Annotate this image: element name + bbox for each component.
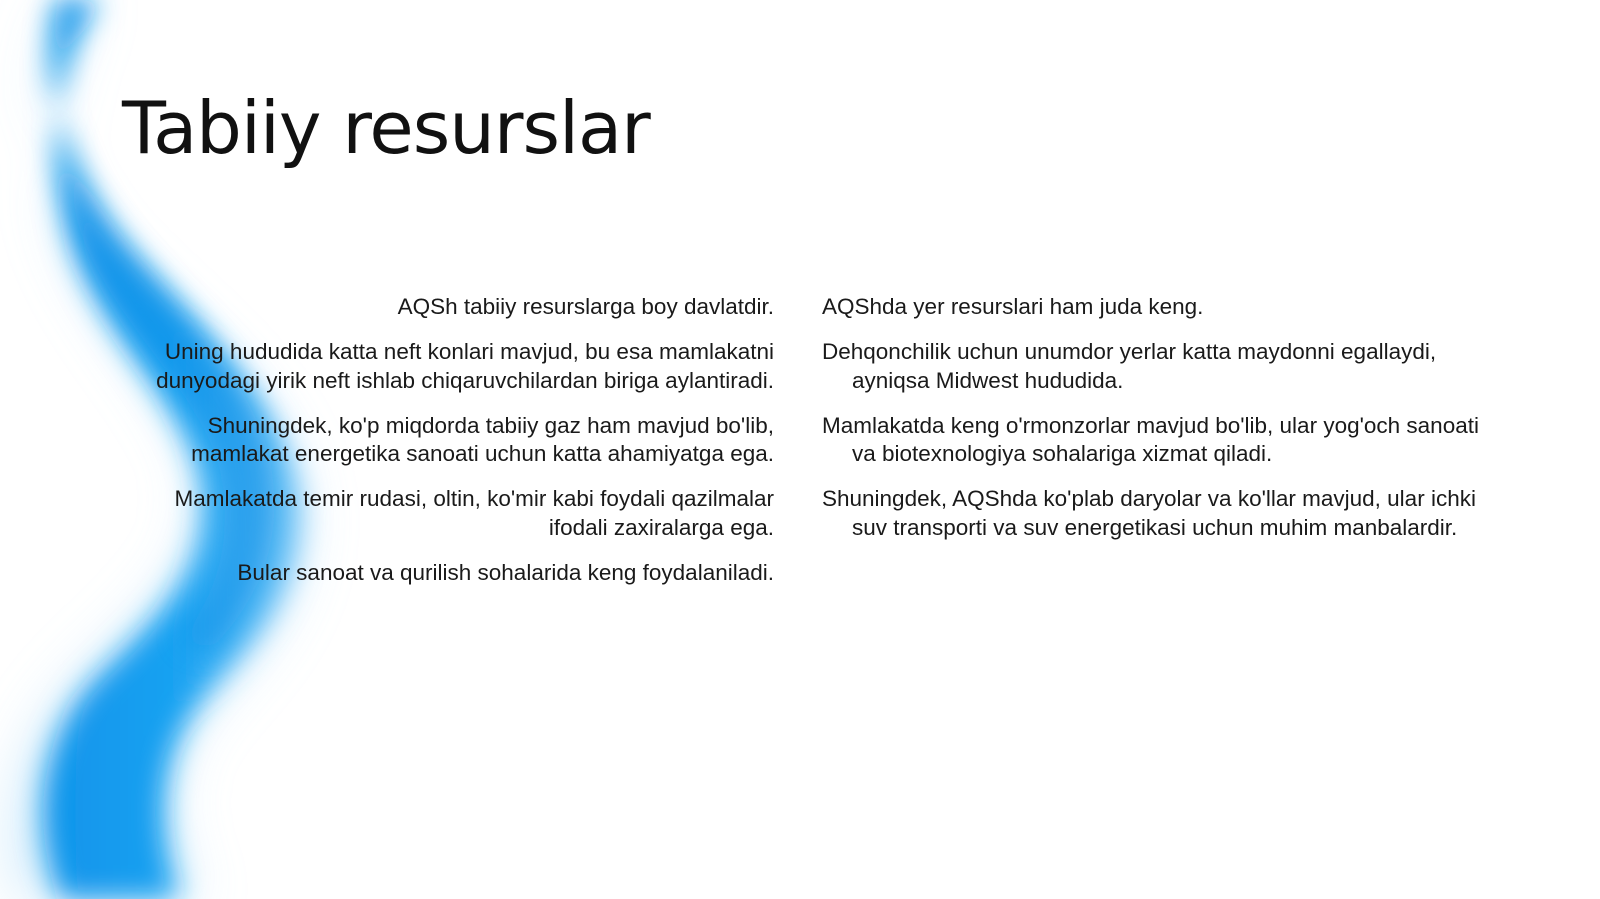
right-paragraph: AQShda yer resurslari ham juda keng.: [822, 294, 1204, 319]
left-paragraph: Shuningdek, ko'p miqdorda tabiiy gaz ham mavjud bo'lib, mamlakat energetika sanoati uchun katta ahamiyatga ega.: [191, 412, 774, 466]
right-text-column: [822, 293, 1487, 559]
left-paragraph: Bular sanoat va qurilish sohalarida keng foydalaniladi.: [237, 559, 774, 585]
slide-title: Tabiiy resurslar: [122, 86, 650, 170]
left-paragraph: Uning hududida katta neft konlari mavjud, bu esa mamlakatni dunyodagi yirik neft ishlab chiqaruvchilardan biriga aylantiradi.: [156, 339, 774, 393]
left-paragraph: Mamlakatda temir rudasi, oltin, ko'mir kabi foydali qazilmalar ifodali zaxiralarga ega.: [174, 486, 774, 540]
left-text-column: [150, 293, 774, 604]
left-paragraph: AQSh tabiiy resurslarga boy davlatdir.: [397, 294, 774, 319]
right-paragraph: Dehqonchilik uchun unumdor yerlar katta maydonni egallaydi, ayniqsa Midwest hududida.: [822, 339, 1437, 393]
right-paragraph: Mamlakatda keng o'rmonzorlar mavjud bo'lib, ular yog'och sanoati va biotexnologiya sohalariga xizmat qiladi.: [822, 412, 1479, 466]
right-paragraph: Shuningdek, AQShda ko'plab daryolar va ko'llar mavjud, ular ichki suv transporti va suv energetikasi uchun muhim manbalardir.: [822, 486, 1476, 540]
